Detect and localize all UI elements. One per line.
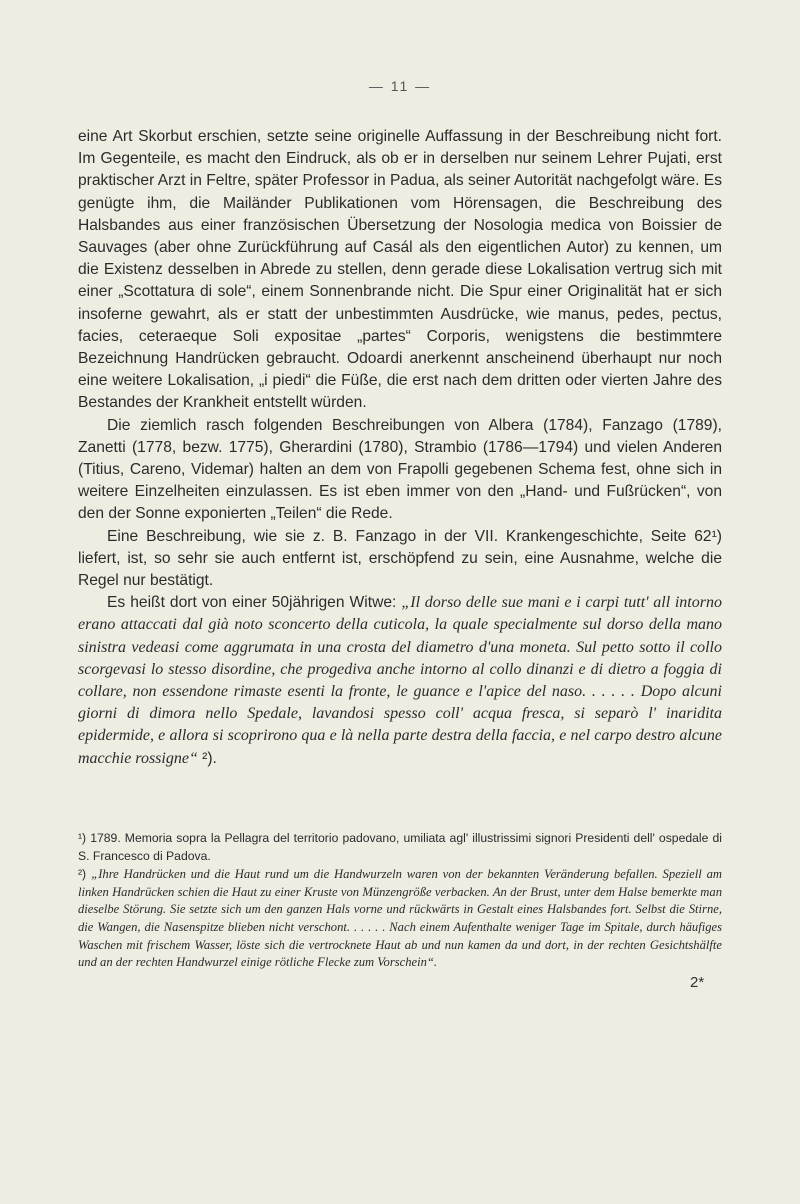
paragraph-2: Die ziemlich rasch folgenden Beschreibungen von Albera (1784), Fanzago (1789), Zanetti (1778, bezw. 1775), Gherardini (1780), Strambio (1786—1794) und vielen Anderen (Titius, Careno, Videmar) halten an dem von Frapolli gegebenen Schema fest, ohne sich in weitere Einzelheiten einzulassen. Es ist eben immer von den „Hand- und Fußrücken“, von den der Sonne exponierten „Teilen“ die Rede.	[78, 416, 722, 523]
paragraph-4-end: ²).	[197, 749, 217, 767]
paragraph-4	[78, 592, 722, 770]
page-number: — 11 —	[368, 78, 432, 94]
signature-mark: 2*	[690, 974, 705, 991]
footnote-2-text: „Ihre Handrücken und die Haut rund um die Handwurzeln waren von der bekannten Veränderung befallen. Speziell am linken Handrücken schien die Haut zu einer Kruste von Münzengröße verbacken. An der Brust, unter dem Halse bemerkte man dieselbe Störung. Sie setzte sich um den ganzen Hals vorne und rückwärts in Gestalt eines Halsbandes fort. Selbst die Stirne, die Wangen, die Nasenspitze blieben nicht verschont. . . . . . Nach einem Aufenthalte weniger Tage im Spitale, durch häufiges Waschen mit frischem Wasser, löste sich die vertrocknete Haut ab und nun kamen da und dort, in der rechten Gesichtshälfte und an der rechten Handwurzel einige rötliche Flecke zum Vorschein“.	[78, 867, 722, 970]
paragraph-4-intro: Es heißt dort von einer 50jährigen Witwe:	[107, 594, 402, 612]
paragraph-3: Eine Beschreibung, wie sie z. B. Fanzago in der VII. Krankengeschichte, Seite 62¹) liefert, ist, so sehr sie auch entfernt ist, erschöpfend zu sein, eine Ausnahme, welche die Regel nur bestätigt.	[78, 527, 722, 590]
footnote-2	[78, 866, 722, 972]
italian-quote: „Il dorso delle sue mani e i carpi tutt' all intorno erano attaccati dal già noto sconcerto della cuticola, la quale specialmente sul dorso della mano sinistra vedeasi come aggrumata in una crosta del diametro d'una moneta. Sul petto sotto il collo scorgevasi lo stesso disordine, che progediva anche intorno al collo dinanzi e di dietro a foggia di collare, non essendone rimaste esenti la fronte, le guance e l'apice del naso. . . . . . Dopo alcuni giorni di dimora nello Spedale, lavandosi spesso coll' acqua fresca, si separò l' inaridita epidermide, e allora si scoprirono qua e là nella parte destra della faccia, e nel carpo destro alcune macchie rossigne“	[78, 594, 722, 767]
footnote-2-mark: ²)	[78, 867, 92, 882]
main-text	[78, 126, 722, 770]
footnote-1: ¹) 1789. Memoria sopra la Pellagra del territorio padovano, umiliata agl' illustrissimi signori Presidenti dell' ospedale di S. Francesco di Padova.	[78, 831, 722, 863]
footnotes	[78, 830, 722, 973]
paragraph-1: eine Art Skorbut erschien, setzte seine originelle Auffassung in der Beschreibung nicht fort. Im Gegenteile, es macht den Eindruck, als ob er in derselben nur seinem Lehrer Pujati, erst praktischer Arzt in Feltre, später Professor in Padua, als seiner Autorität nachgefolgt wäre. Es genügte ihm, die Mailänder Publikationen vom Hörensagen, die Beschreibung des Halsbandes aus einer französischen Übersetzung der Nosologia medica von Boissier de Sauvages (aber ohne Zurückführung auf Casál als den eigentlichen Autor) zu kennen, um die Existenz desselben in Abrede zu stellen, denn gerade diese Lokalisation vertrug sich mit einer „Scottatura di sole“, einem Sonnenbrande nicht. Die Spur einer Originalität hat er sich insoferne gewahrt, als er statt der unbestimmten Ausdrücke, wie manus, pedes, pectus, facies, ceteraeque Soli expositae „partes“ Corporis, wenigstens die bestimmtere Bezeichnung Handrücken gebraucht. Odoardi anerkennt anscheinend überhaupt nur noch eine weitere Lokalisation, „i piedi“ die Füße, die erst nach dem dritten oder vierten Jahre des Bestandes der Krankheit entstellt würden.	[78, 128, 722, 412]
